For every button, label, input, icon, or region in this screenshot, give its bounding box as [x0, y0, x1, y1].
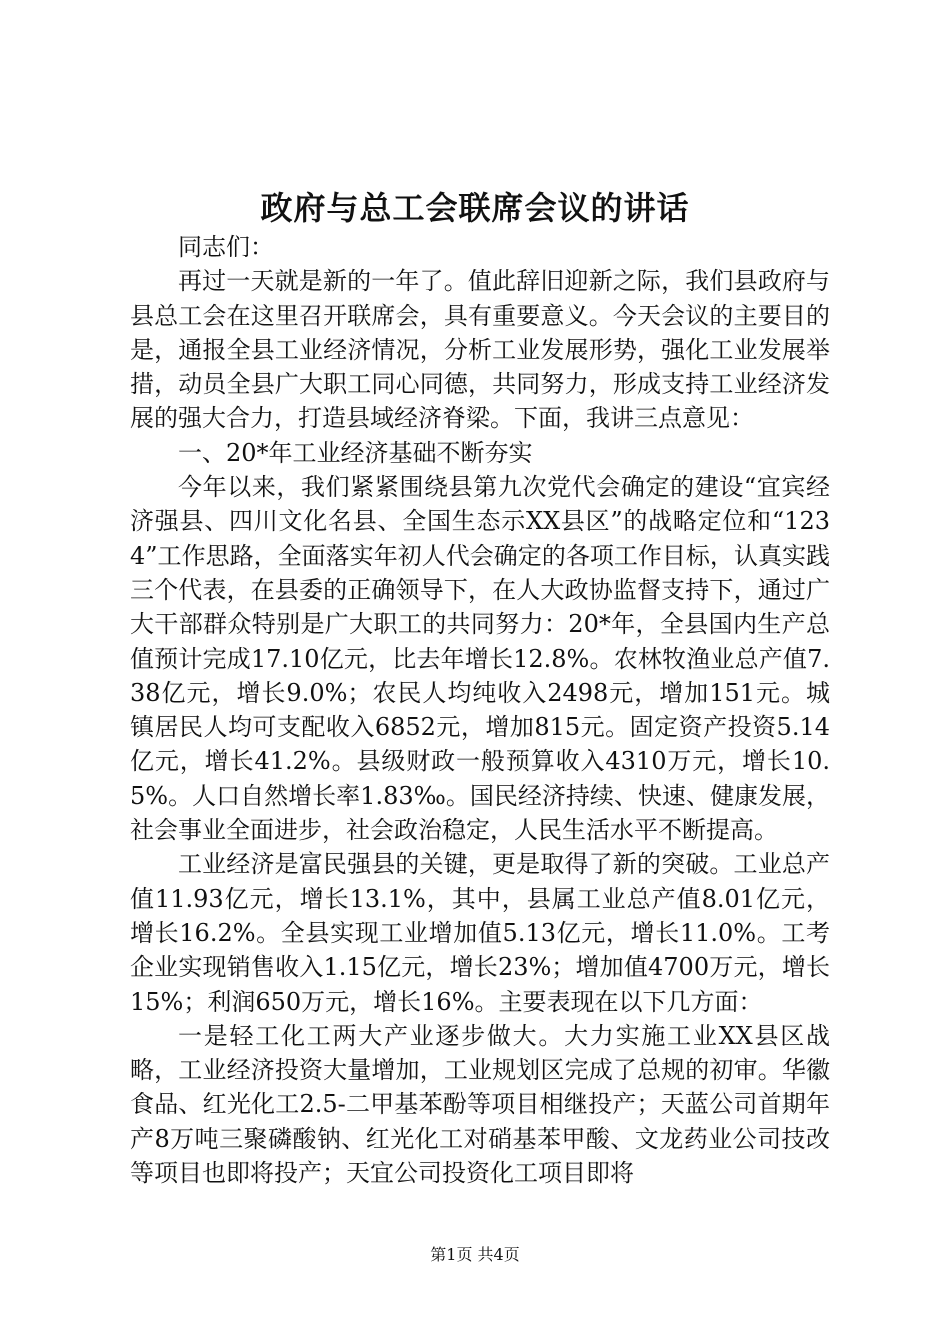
paragraph-opening: 再过一天就是新的一年了。值此辞旧迎新之际，我们县政府与县总工会在这里召开联席会，具有重要意义。今天会议的主要目的是，通报全县工业经济情况，分析工业发展形势，强化工业发展举措，动员全县广大职工同心同德，共同努力，形成支持工业经济发展的强大合力，打造县域经济脊梁。下面，我讲三点意见： [130, 267, 830, 433]
page-footer: 第1页 共4页 [430, 1245, 520, 1264]
paragraph-economy-overview: 今年以来，我们紧紧围绕县第九次党代会确定的建设“宜宾经济强县、四川文化名县、全国生态示XX县区”的战略定位和“1234”工作思路，全面落实年初人代会确定的各项工作目标，认真实践三个代表，在县委的正确领导下，在人大政协监督支持下，通过广大干部群众特别是广大职工的共同努力：20*年，全县国内生产总值预计完成17.10亿元，比去年增长12.8%。农林牧渔业总产值7.38亿元，增长9.0%；农民人均纯收入2498元，增加151元。城镇居民人均可支配收入6852元，增加815元。固定资产投资5.14亿元，增长41.2%。县级财政一般预算收入4310万元，增长10.5%。人口自然增长率1.83‰。国民经济持续、快速、健康发展，社会事业全面进步，社会政治稳定，人民生活水平不断提高。 [130, 473, 830, 845]
paragraph-salutation: 同志们： [178, 233, 274, 261]
paragraph-light-chemical-industry: 一是轻工化工两大产业逐步做大。大力实施工业XX县区战略，工业经济投资大量增加，工业规划区完成了总规的初审。华徽食品、红光化工2.5-二甲基苯酚等项目相继投产；天蓝公司首期年产8万吨三聚磷酸钠、红光化工对硝基苯甲酸、文龙药业公司技改等项目也即将投产；天宜公司投资化工项目即将 [130, 1021, 830, 1188]
document-title: 政府与总工会联席会议的讲话 [260, 189, 690, 227]
section-heading-1: 一、20*年工业经济基础不断夯实 [178, 438, 533, 467]
document-body [130, 230, 830, 1190]
paragraph-industrial-economy: 工业经济是富民强县的关键，更是取得了新的突破。工业总产值11.93亿元，增长13.1%，其中，县属工业总产值8.01亿元，增长16.2%。全县实现工业增加值5.13亿元，增长11.0%。工考企业实现销售收入1.15亿元，增长23%；增加值4700万元，增长15%；利润650万元，增长16%。主要表现在以下几方面： [130, 850, 830, 1016]
